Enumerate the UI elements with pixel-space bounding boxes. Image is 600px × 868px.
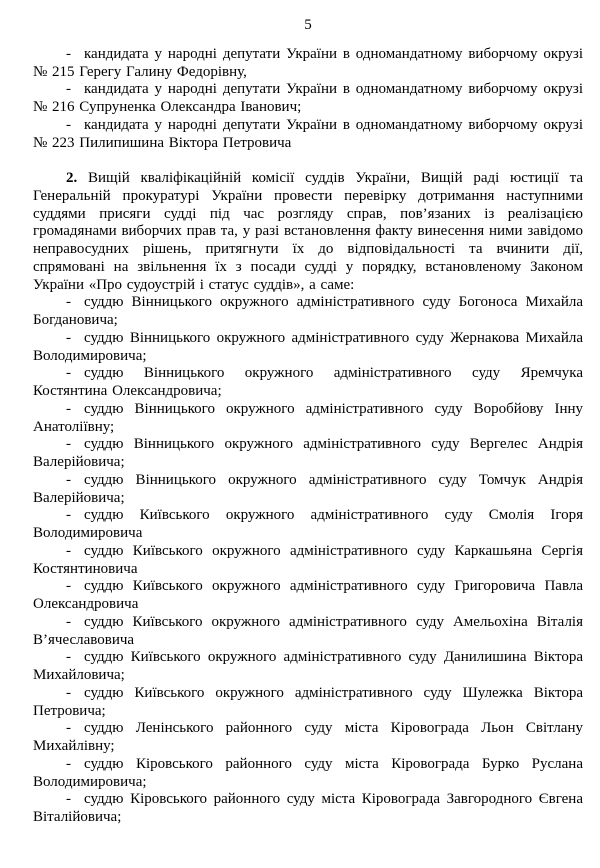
list-item-paragraph: - кандидата у народні депутати України в одномандатному виборчому окрузі № 216 Супруненка Олександра Іванович;	[33, 81, 583, 115]
list-item-paragraph: - суддю Вінницького окружного адміністративного суду Вергелес Андрія Валерійовича;	[33, 436, 583, 470]
list-marker: -	[66, 578, 71, 595]
list-marker: -	[66, 365, 71, 382]
list-marker: -	[66, 329, 71, 346]
list-marker: -	[66, 45, 71, 62]
list-marker: -	[66, 436, 71, 453]
numbered-paragraph: 2. Вищій кваліфікаційній комісії суддів України, Вищій раді юстиції та Генеральній прокуратурі України провести перевірку дотримання наступними суддями присяги судді під час розгляду справ, пов’язаних із реалізацією громадянами виборчих прав та, у разі встановлення факту винесення ними завідомо неправосудних рішень, притягнути їх до відповідальності та вчинити дії, спрямовані на звільнення їх з посади судді у порядку, встановленому Законом України «Про судоустрій і статус суддів», а саме:	[33, 170, 583, 293]
document-body	[33, 46, 583, 827]
list-marker: -	[66, 116, 71, 133]
list-marker: -	[66, 400, 71, 417]
list-item-paragraph: - суддю Кіровського районного суду міста Кіровограда Завгородного Євгена Віталійовича;	[33, 791, 583, 825]
list-item-paragraph: - кандидата у народні депутати України в одномандатному виборчому окрузі № 223 Пилипишина Віктора Петровича	[33, 116, 583, 151]
list-marker: -	[66, 613, 71, 630]
list-item-paragraph: - суддю Київського окружного адміністративного суду Каркашьяна Сергія Костянтиновича	[33, 542, 583, 577]
list-item-paragraph: - суддю Київського окружного адміністративного суду Смолія Ігоря Володимировича	[33, 507, 583, 541]
list-marker: -	[66, 542, 71, 559]
list-item-paragraph: - кандидата у народні депутати України в одномандатному виборчому окрузі № 215 Герегу Галину Федорівну,	[33, 45, 583, 80]
list-item-paragraph: - суддю Вінницького окружного адміністративного суду Яремчука Костянтина Олександровича;	[33, 365, 583, 399]
list-item-paragraph: - суддю Ленінського районного суду міста Кіровограда Льон Світлану Михайлівну;	[33, 720, 583, 754]
list-item-paragraph: - суддю Вінницького окружного адміністративного суду Жернакова Михайла Володимировича;	[33, 329, 583, 364]
list-marker: -	[66, 507, 71, 524]
list-item-paragraph: - суддю Вінницького окружного адміністративного суду Воробйову Інну Анатоліївну;	[33, 400, 583, 435]
list-marker: -	[66, 294, 71, 311]
list-item-paragraph: - суддю Кіровського районного суду міста Кіровограда Бурко Руслана Володимировича;	[33, 755, 583, 790]
list-marker: -	[66, 684, 71, 701]
list-item-paragraph: - суддю Вінницького окружного адміністративного суду Богоноса Михайла Богдановича;	[33, 294, 583, 328]
paragraph-number: 2.	[66, 170, 78, 186]
list-marker: -	[66, 791, 71, 808]
list-marker: -	[66, 471, 71, 488]
list-marker: -	[66, 720, 71, 737]
list-item-paragraph: - суддю Київського окружного адміністративного суду Данилишина Віктора Михайловича;	[33, 649, 583, 683]
list-marker: -	[66, 81, 71, 98]
list-item-paragraph: - суддю Київського окружного адміністративного суду Амельохіна Віталія В’ячеславовича	[33, 613, 583, 648]
list-marker: -	[66, 649, 71, 666]
list-item-paragraph: - суддю Київського окружного адміністративного суду Шулежка Віктора Петровича;	[33, 684, 583, 719]
page-number: 5	[304, 17, 312, 33]
list-marker: -	[66, 755, 71, 772]
list-item-paragraph: - суддю Вінницького окружного адміністративного суду Томчук Андрія Валерійовича;	[33, 471, 583, 506]
list-item-paragraph: - суддю Київського окружного адміністративного суду Григоровича Павла Олександровича	[33, 578, 583, 612]
